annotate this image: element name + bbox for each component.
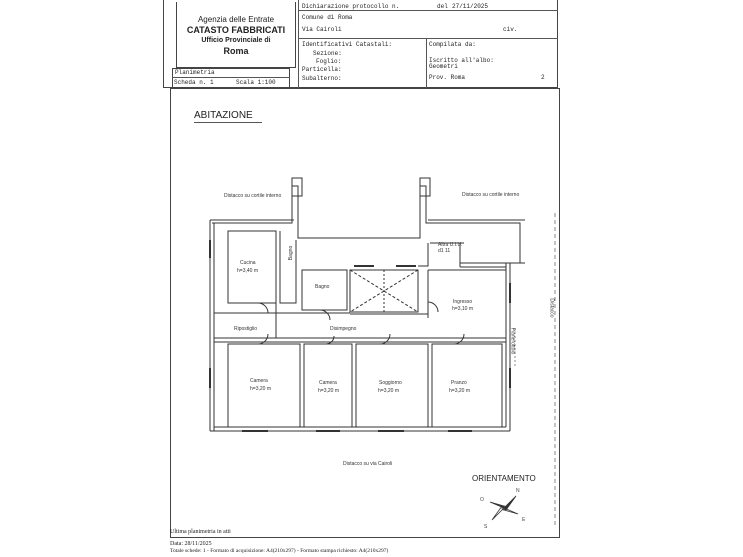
identificativi-label: Identificativi Catastali: [302,41,393,48]
footer-data: Data: 28/11/2025 [170,541,212,547]
catasto-title: CATASTO FABBRICATI [186,25,286,35]
header-col-divider-2 [426,38,427,88]
room-ingresso-height: h=3,10 m [452,306,473,312]
room-camera-1-height: h=3,20 m [250,386,271,392]
header-row-divider-2 [298,38,558,39]
compass-n: N [516,488,520,494]
room-camera-2-height: h=3,20 m [318,388,339,394]
room-bagno: Bagno [315,284,330,290]
dichiarazione-label: Dichiarazione protocollo n. [302,3,400,10]
compilata-label: Compilata da: [429,41,476,48]
room-camera-1: Camera [250,378,268,384]
planimetria-divider [172,77,290,78]
particella-label: Particella: [302,66,342,73]
footer-totale: Totale schede: 1 - Formato di acquisizione: A4(210x297) - Formato stampa richiesto: A4(210x297) [170,548,389,554]
iscritto-label: Iscritto all'albo: [429,57,494,64]
room-ingresso: Ingresso [453,299,473,305]
room-altra-ui-2: d1 11 [438,248,451,254]
prov-label: Prov. Roma [429,74,466,81]
civ-label: civ. [503,26,518,33]
plan-title: ABITAZIONE [194,110,253,121]
prov-number: 2 [541,74,545,81]
compass-o: O [480,497,484,503]
room-soggiorno: Soggiorno [379,380,402,386]
ufficio-city: Roma [223,46,249,56]
agency-name: Agenzia delle Entrate [197,15,275,24]
room-altra-ui: Altra U.I.U. [438,242,463,248]
room-distacco-left: Distacco su cortile interno [224,193,282,199]
floor-plan [170,88,560,538]
side-label: Distacco [548,298,555,318]
subalterno-label: Subalterno: [302,75,342,82]
room-pranzo: Pranzo [451,380,467,386]
geometri-value: Geometri [429,63,458,70]
room-bagno-small: Bagno [288,245,295,261]
room-cucina-height: h=3,40 m [237,268,258,274]
header-col-divider [298,0,299,88]
scheda-label: Scheda n. 1 [174,79,214,86]
scala-label: Scala 1:100 [236,79,276,86]
right-vertical-label: Pianerottolo [509,327,516,355]
compass-e: E [522,517,526,523]
room-distacco-right: Distacco su cortile interno [462,192,520,198]
room-disimpegno: Disimpegno [330,326,357,332]
foglio-label: Foglio: [316,58,342,65]
room-cucina: Cucina [240,260,256,266]
room-camera-2: Camera [319,380,337,386]
room-distacco-bottom: Distacco su via Cairoli [343,461,393,467]
agency-block [176,2,296,68]
ufficio-label: Ufficio Provinciale di [201,37,271,44]
room-ripostiglio: Ripostiglio [234,326,258,332]
via-value: Via Cairoli [302,26,342,33]
sezione-label: Sezione: [313,50,342,57]
protocol-date: 27/11/2025 [452,3,489,10]
compass-icon [482,488,526,528]
comune-value: Comune di Roma [302,14,353,21]
compass-s: S [484,524,488,530]
room-soggiorno-height: h=3,20 m [378,388,399,394]
orientamento-label: ORIENTAMENTO [472,474,536,483]
del-label: del [437,3,448,10]
planimetria-label: Planimetria [175,69,215,76]
footer-ultima: Ultima planimetria in atti [170,529,231,535]
room-pranzo-height: h=3,20 m [449,388,470,394]
header-row-divider-1 [298,10,558,11]
